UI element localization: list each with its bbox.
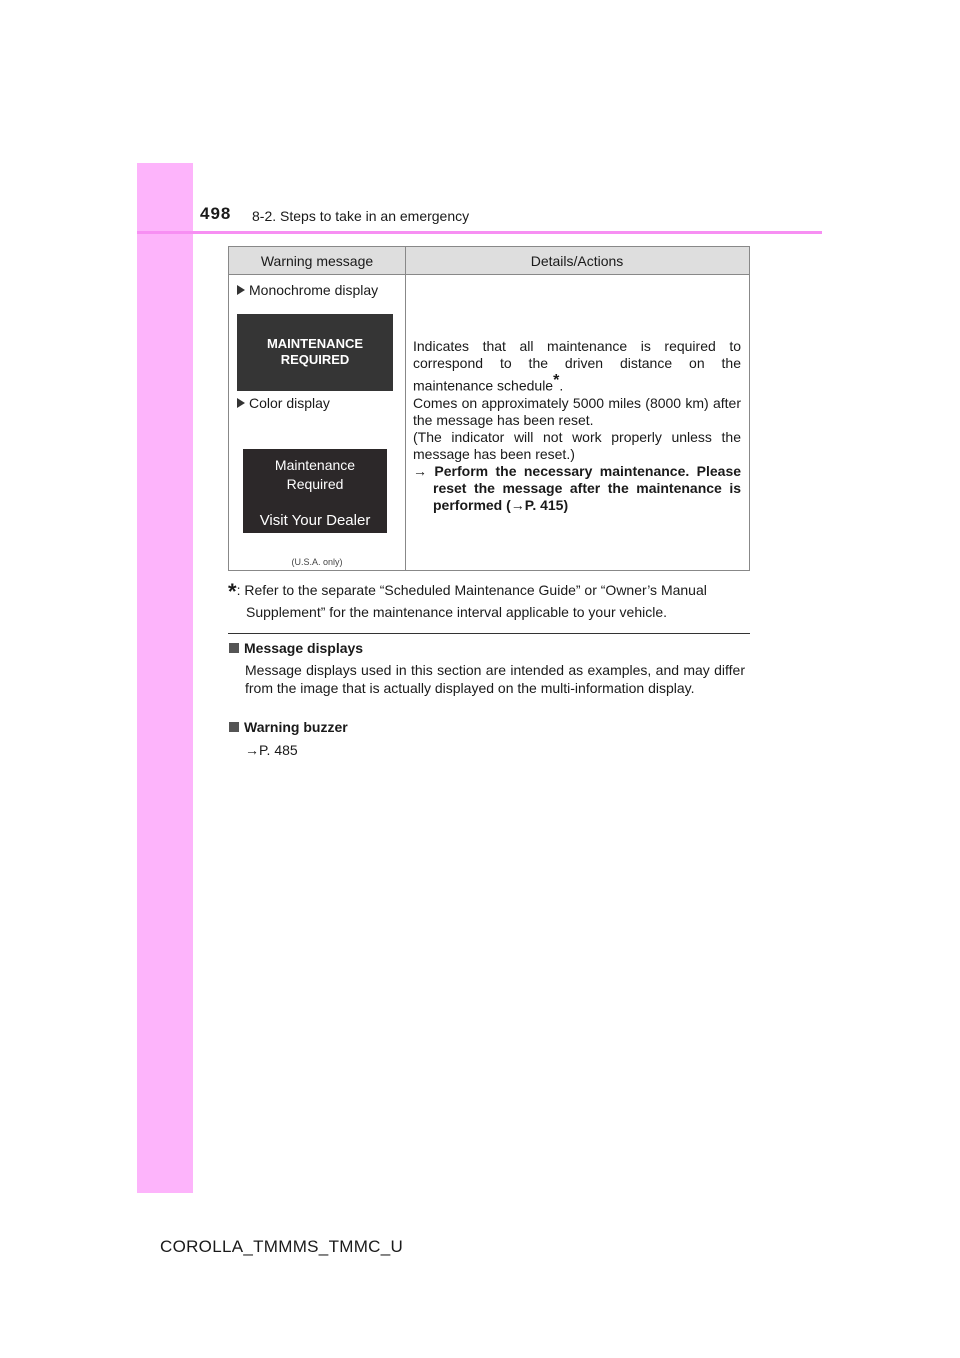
square-bullet-icon — [229, 722, 239, 732]
details-paragraph-2: Comes on approximately 5000 miles (8000 km) after the message has been reset. — [413, 394, 741, 428]
section-divider — [228, 633, 750, 634]
section-title: 8-2. Steps to take in an emergency — [252, 208, 470, 224]
details-actions-text — [413, 338, 741, 514]
footnote-asterisk: * — [228, 579, 237, 604]
action-instruction: → Perform the necessary maintenance. Please reset the message after the maintenance is performed (→P. 415) — [413, 462, 742, 513]
footer-document-code: COROLLA_TMMMS_TMMC_U — [160, 1237, 404, 1256]
region-note: (U.S.A. only) — [291, 557, 343, 567]
color-screen-line-1: Maintenance — [274, 457, 356, 473]
monochrome-display-label — [237, 282, 378, 298]
page-reference-link[interactable]: →P. 485 — [245, 742, 298, 758]
page-number: 498 — [200, 204, 232, 223]
note-heading-message-displays: Message displays — [229, 640, 363, 656]
footnote-line-1: *: Refer to the separate “Scheduled Maintenance Guide” or “Owner’s Manual — [228, 579, 707, 604]
mono-screen-line-2: REQUIRED — [280, 352, 350, 367]
warning-message-table — [228, 246, 750, 571]
color-screen-line-2: Required — [286, 476, 344, 492]
color-display-screen — [243, 449, 387, 533]
column-divider — [405, 247, 406, 570]
footnote-line-2: Supplement” for the maintenance interval applicable to your vehicle. — [246, 604, 668, 620]
footnote — [228, 580, 750, 622]
header-rule — [137, 231, 822, 234]
monochrome-display-text: Monochrome display — [249, 282, 379, 298]
note-heading-warning-buzzer: Warning buzzer — [229, 719, 348, 735]
page-reference-link[interactable]: →P. 415 — [510, 496, 564, 513]
arrow-icon: → — [413, 462, 427, 479]
table-header-row — [229, 247, 749, 275]
asterisk-marker: * — [553, 372, 560, 389]
column-header-details-actions: Details/Actions — [530, 253, 624, 269]
color-screen-line-3: Visit Your Dealer — [259, 512, 371, 529]
color-display-label — [237, 395, 330, 411]
monochrome-display-screen — [237, 314, 393, 391]
note-body-message-displays: Message displays used in this section are intended as examples, and may differ from the image that is actually displayed on the multi-information display. — [245, 662, 745, 696]
triangle-bullet-icon — [237, 285, 245, 295]
side-color-band — [137, 163, 193, 1193]
mono-screen-line-1: MAINTENANCE — [266, 336, 364, 351]
column-header-warning-message: Warning message — [260, 253, 374, 269]
details-paragraph-3: (The indicator will not work properly unless the message has been reset.) — [413, 428, 741, 462]
square-bullet-icon — [229, 643, 239, 653]
triangle-bullet-icon — [237, 398, 245, 408]
color-display-text: Color display — [249, 395, 330, 411]
details-paragraph-1: Indicates that all maintenance is required to correspond to the driven distance on the maintenance schedule*. — [413, 338, 741, 394]
